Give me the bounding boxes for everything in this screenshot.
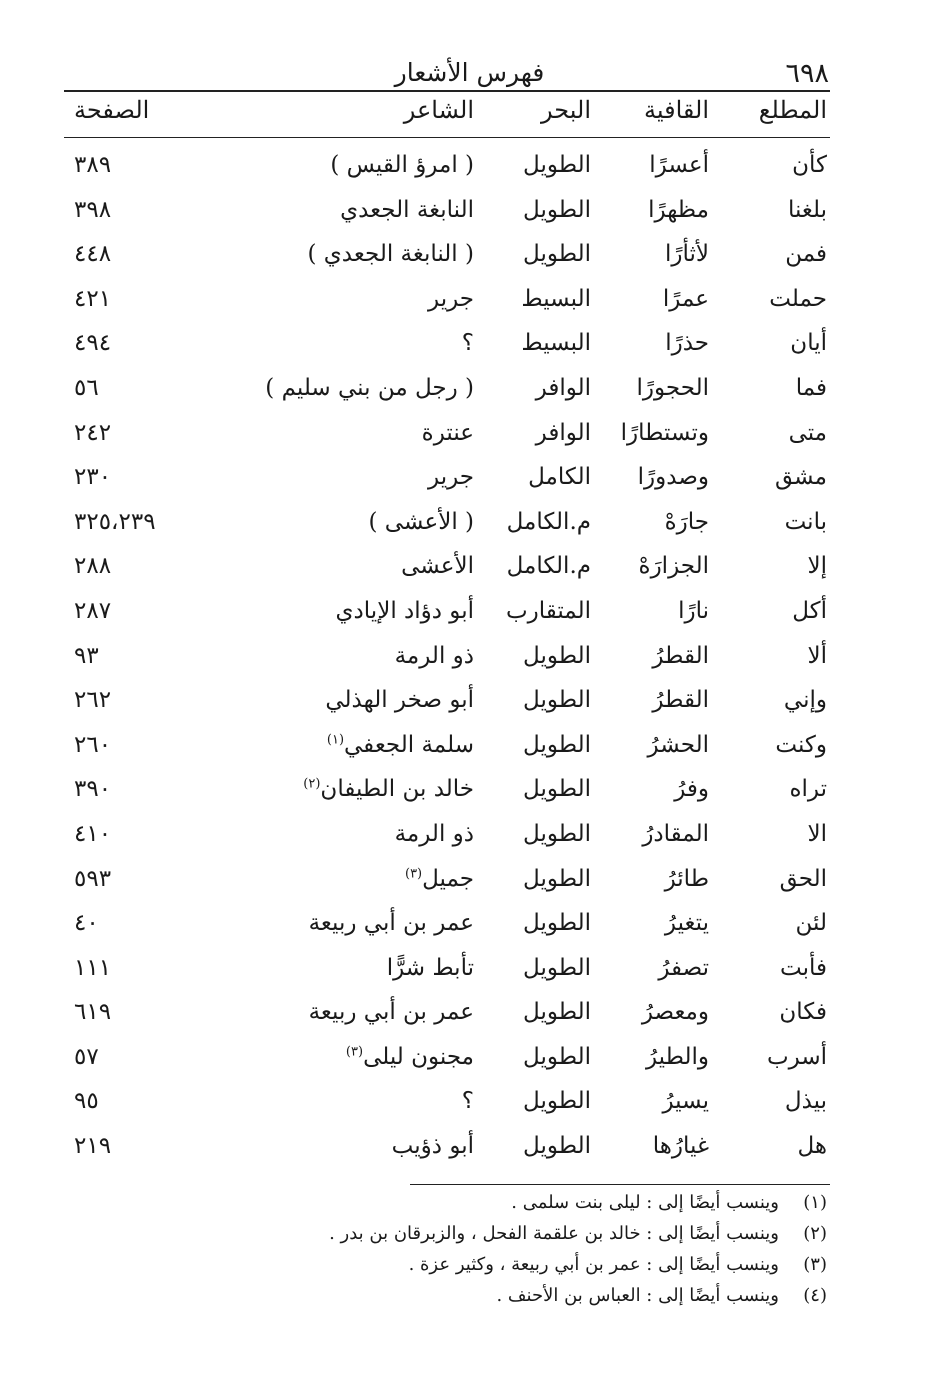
- table-row: [0, 148, 939, 193]
- cell-opening: إلا: [807, 553, 827, 580]
- cell-page: ٤٤٨: [74, 241, 112, 268]
- cell-opening: بلغنا: [787, 196, 827, 223]
- cell-rhyme: حذرًا: [665, 330, 709, 357]
- cell-poet: ؟: [461, 1088, 474, 1115]
- cell-rhyme: تصفرُ: [658, 954, 709, 981]
- cell-page: ٥٩٣: [74, 865, 112, 892]
- cell-rhyme: عمرًا: [662, 285, 709, 312]
- cell-meter: الطويل: [523, 196, 591, 223]
- cell-meter: الطويل: [523, 731, 591, 758]
- column-header-page: الصفحة: [74, 96, 150, 124]
- cell-meter: الطويل: [523, 152, 591, 178]
- column-header-poet: الشاعر: [403, 96, 474, 124]
- cell-meter: الطويل: [523, 642, 591, 669]
- cell-page: ٩٣: [74, 642, 99, 669]
- cell-rhyme: والطيرُ: [645, 1043, 709, 1070]
- cell-meter: الطويل: [523, 1133, 591, 1160]
- cell-page: ٢٨٧: [74, 597, 112, 624]
- cell-page: ٥٧: [74, 1043, 99, 1070]
- cell-opening: متى: [788, 419, 827, 446]
- footnote-number: (٢): [803, 1223, 827, 1244]
- cell-opening: أكل: [792, 597, 827, 624]
- cell-poet: عمر بن أبي ربيعة: [308, 999, 474, 1026]
- cell-page: ٤٢١: [74, 285, 112, 312]
- cell-rhyme: أعسرًا: [649, 152, 709, 178]
- cell-opening: فأبت: [780, 954, 827, 981]
- footnote-text: وينسب أيضًا إلى : عمر بن أبي ربيعة ، وكثير عزة .: [408, 1254, 779, 1275]
- footnotes: [267, 1192, 827, 1316]
- cell-poet: تأبط شرًّا: [386, 954, 474, 981]
- cell-rhyme: مظهرًا: [648, 196, 709, 223]
- cell-meter: الطويل: [523, 687, 591, 714]
- footnote: [267, 1285, 827, 1316]
- footnote: [267, 1254, 827, 1285]
- page-title: فهرس الأشعار: [394, 58, 545, 87]
- cell-meter: الطويل: [523, 865, 591, 892]
- cell-poet: أبو ذؤيب: [391, 1133, 474, 1160]
- cell-poet: عنترة: [421, 419, 474, 446]
- cell-meter: الطويل: [523, 1088, 591, 1115]
- column-header-rule: [64, 137, 830, 138]
- table-row: [0, 549, 939, 594]
- footnote-number: (٤): [803, 1285, 827, 1306]
- poet-name: مجنون ليلى: [363, 1043, 474, 1070]
- cell-opening: أيان: [790, 330, 827, 357]
- cell-opening: أسرب: [766, 1043, 827, 1070]
- table-row: [0, 995, 939, 1040]
- footnote-marker: (٣): [345, 1044, 364, 1060]
- footnote-marker: (٣): [404, 865, 423, 881]
- cell-opening: تراه: [789, 776, 827, 803]
- cell-poet: النابغة الجعدي: [340, 196, 474, 223]
- cell-opening: وإني: [783, 687, 827, 714]
- cell-rhyme: وصدورًا: [637, 464, 709, 491]
- table-row: [0, 906, 939, 951]
- table-row: [0, 237, 939, 282]
- table-row: [0, 817, 939, 862]
- footnote-marker: (٢): [303, 776, 321, 792]
- header-rule: [64, 90, 830, 92]
- poet-name: سلمة الجعفي: [344, 731, 474, 758]
- poetry-index-table: [0, 148, 939, 1174]
- cell-rhyme: المقادرُ: [642, 820, 709, 847]
- footnote-text: وينسب أيضًا إلى : ليلى بنت سلمى .: [511, 1192, 779, 1213]
- cell-page: ٣٩٠: [74, 776, 112, 803]
- cell-page: ٣٢٥،٢٣٩: [74, 508, 156, 535]
- table-row: [0, 772, 939, 817]
- table-row: [0, 683, 939, 728]
- cell-page: ٩٥: [74, 1088, 99, 1115]
- cell-meter: الطويل: [523, 820, 591, 847]
- cell-meter: البسيط: [521, 330, 591, 357]
- cell-page: ٢٤٢: [74, 419, 112, 446]
- cell-opening: ألا: [807, 642, 827, 669]
- table-row: [0, 460, 939, 505]
- cell-poet: أبو دؤاد الإيادي: [335, 597, 474, 624]
- cell-opening: لئن: [795, 910, 827, 937]
- footnote-text: وينسب أيضًا إلى : خالد بن علقمة الفحل ، والزبرقان بن بدر .: [329, 1223, 779, 1244]
- cell-opening: بانت: [784, 508, 827, 535]
- footnote: [267, 1223, 827, 1254]
- cell-opening: وكنت: [775, 731, 827, 758]
- table-row: [0, 371, 939, 416]
- cell-poet: ( رجل من بني سليم ): [265, 374, 474, 401]
- footnote-text: وينسب أيضًا إلى : العباس بن الأحنف .: [496, 1285, 779, 1306]
- cell-page: ٣٩٨: [74, 196, 112, 223]
- cell-rhyme: القطرُ: [652, 642, 709, 669]
- cell-page: ٤٩٤: [74, 330, 112, 357]
- cell-rhyme: نارًا: [678, 597, 709, 624]
- footnote-number: (٣): [803, 1254, 827, 1275]
- cell-rhyme: ومعصرُ: [641, 999, 709, 1026]
- cell-meter: م.الكامل: [506, 508, 591, 535]
- cell-rhyme: يسيرُ: [662, 1088, 709, 1115]
- cell-rhyme: القطرُ: [652, 687, 709, 714]
- cell-poet: ذو الرمة: [394, 820, 474, 847]
- cell-opening: مشق: [774, 464, 827, 491]
- cell-meter: الطويل: [523, 241, 591, 268]
- cell-poet: [405, 866, 474, 892]
- column-header-rhyme: القافية: [643, 96, 709, 124]
- cell-opening: الحق: [779, 865, 827, 892]
- table-row: [0, 193, 939, 238]
- cell-meter: الطويل: [523, 1043, 591, 1070]
- cell-rhyme: طائرُ: [664, 865, 709, 892]
- table-row: [0, 862, 939, 907]
- cell-poet: جرير: [428, 464, 474, 491]
- cell-rhyme: غيارُها: [652, 1133, 709, 1160]
- cell-rhyme: الحجورًا: [636, 374, 709, 401]
- cell-rhyme: وتستطارًا: [620, 419, 709, 446]
- cell-opening: بيذل: [784, 1088, 827, 1115]
- cell-poet: [303, 776, 474, 802]
- cell-rhyme: الحشرُ: [647, 731, 709, 758]
- cell-poet: ذو الرمة: [394, 642, 474, 669]
- table-row: [0, 1040, 939, 1085]
- cell-opening: الا: [807, 820, 827, 847]
- cell-page: ٢٦٠: [74, 731, 112, 758]
- cell-poet: [327, 732, 474, 758]
- cell-opening: فما: [795, 374, 827, 401]
- column-header-meter: البحر: [541, 96, 591, 124]
- cell-meter: البسيط: [521, 285, 591, 312]
- cell-page: ٢٦٢: [74, 687, 112, 714]
- cell-page: ٤١٠: [74, 820, 112, 847]
- cell-meter: الوافر: [535, 374, 591, 401]
- cell-poet: ( الأعشى ): [368, 508, 474, 535]
- table-row: [0, 1084, 939, 1129]
- footnote-marker: (١): [326, 732, 345, 748]
- table-header: [0, 96, 939, 136]
- cell-opening: حملت: [769, 285, 827, 312]
- footnote-rule: [410, 1184, 830, 1185]
- footnote-number: (١): [803, 1192, 827, 1213]
- cell-page: ٢٨٨: [74, 553, 112, 580]
- cell-page: ٤٠: [74, 910, 99, 937]
- cell-page: ٢٣٠: [74, 464, 112, 491]
- cell-rhyme: جارَهْ: [664, 508, 709, 535]
- cell-opening: فمن: [785, 241, 827, 268]
- cell-meter: الوافر: [535, 419, 591, 446]
- poet-name: خالد بن الطيفان: [320, 776, 474, 803]
- table-row: [0, 594, 939, 639]
- footnote: [267, 1192, 827, 1223]
- cell-meter: م.الكامل: [506, 553, 591, 580]
- cell-meter: الطويل: [523, 910, 591, 937]
- cell-meter: الطويل: [523, 999, 591, 1026]
- table-row: [0, 639, 939, 684]
- table-row: [0, 326, 939, 371]
- cell-meter: الكامل: [528, 464, 591, 491]
- table-row: [0, 728, 939, 773]
- cell-rhyme: لأثأرًا: [664, 241, 709, 268]
- cell-poet: ؟: [461, 330, 474, 357]
- cell-page: ٢١٩: [74, 1133, 112, 1160]
- cell-rhyme: الجزارَهْ: [638, 553, 709, 580]
- cell-opening: فكان: [779, 999, 827, 1026]
- cell-page: ١١١: [74, 954, 112, 981]
- cell-page: ٥٦: [74, 374, 99, 401]
- cell-meter: المتقارب: [505, 597, 591, 624]
- table-row: [0, 416, 939, 461]
- cell-page: ٣٨٩: [74, 152, 112, 178]
- cell-opening: كأن: [792, 152, 827, 178]
- cell-poet: جرير: [428, 285, 474, 312]
- cell-poet: ( النابغة الجعدي ): [307, 241, 474, 268]
- table-row: [0, 282, 939, 327]
- cell-poet: [346, 1044, 474, 1070]
- cell-poet: أبو صخر الهذلي: [325, 687, 474, 714]
- table-row: [0, 951, 939, 996]
- table-row: [0, 1129, 939, 1174]
- poet-name: جميل: [422, 865, 474, 892]
- cell-page: ٦١٩: [74, 999, 112, 1026]
- cell-poet: الأعشى: [401, 553, 474, 580]
- page-number: ٦٩٨: [785, 58, 829, 89]
- cell-meter: الطويل: [523, 954, 591, 981]
- table-row: [0, 505, 939, 550]
- column-header-opening: المطلع: [758, 96, 827, 124]
- cell-rhyme: يتغيرُ: [664, 910, 709, 937]
- cell-opening: هل: [797, 1133, 827, 1160]
- cell-poet: عمر بن أبي ربيعة: [308, 910, 474, 937]
- cell-rhyme: وفرُ: [674, 776, 709, 803]
- cell-poet: ( امرؤ القيس ): [330, 152, 474, 178]
- cell-meter: الطويل: [523, 776, 591, 803]
